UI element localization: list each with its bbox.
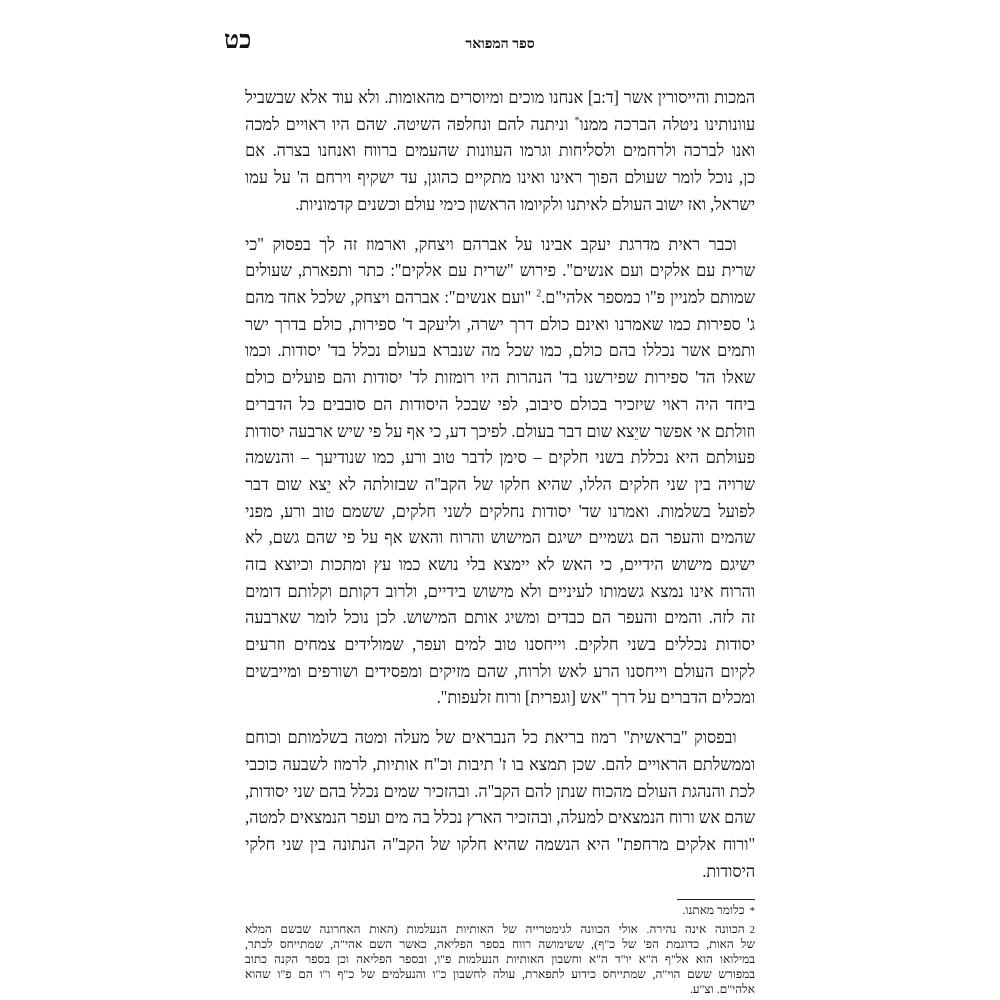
text-line: ואנו לברכה ולרחמים ולסליחות וגרמו העוונות שהעמים ברווח ואנחנו בצרה. אם xyxy=(245,140,755,161)
text-line: ומכלים הדברים על דרך "אש [וגפרית] ורוח זלעפות". xyxy=(436,687,755,708)
footnote-line: במפורש ששם הוי"ה, שמתייחס כידוע לתפארת, עולה לחשבון כ"ו והנעלמים של כ"ף ו"ו הם פ"ו שהוא xyxy=(245,967,755,981)
paragraph xyxy=(245,231,755,711)
footnote-separator xyxy=(677,899,755,900)
footnote-line: אלהי"ם. וצ"ע. xyxy=(689,982,755,996)
footnotes xyxy=(245,903,755,997)
main-text xyxy=(245,84,755,885)
text-line: "ורוח אלקים מרחפת" היא הנשמה שהיא חלקו של הקב"ה הנתונה בין שני חלקי xyxy=(245,834,755,855)
text-line: שרויה בין שני חלקים הללו, שהיא חלקו של הקב"ה שבזולתה לא יֵצא שום דבר xyxy=(245,473,755,494)
text-line: לפועל בשלמות. ואמרנו שד' יסודות נחלקים לשני חלקים, ששמם טוב ורע, מפני xyxy=(245,500,755,521)
text-line: לכת והנהגת העולם מהכוח שנתן להם הקב"ה. ובהזכיר שמים נכלל בהם שני יסודות, xyxy=(245,780,755,801)
text-line: ותמים אשר נכללו בהם כולם, כמו שכל מה שנברא בעולם נכלל בד' יסודות. וכמו xyxy=(245,340,755,361)
text-line: שהם אש ורוח הנמצאים למעלה, ובהזכיר הארץ נכלל בה מים ועפר הנמצאים למטה, xyxy=(245,807,755,828)
text-line: היסודות. xyxy=(702,860,755,881)
text-line: ביחד היה ראוי שיזכיר בכולם סיבוב, לפי שבכל היסודות הם סובבים כל הדברים xyxy=(245,393,755,414)
text-line: שרית עם אלקים ועם אנשים". פירוש "שרית עם אלקים": כתר ותפארת, שעולים xyxy=(245,260,755,281)
footnote-marker: 2 xyxy=(749,924,755,936)
text-line: שהמים והעפר הם גשמיים ישיגם המישוש והרוח והאש אף על פי שהם גשם, לא xyxy=(245,527,755,548)
running-head: ספר המפואר xyxy=(465,37,535,52)
text-segment: עוונותינו ניטלה הברכה ממנו xyxy=(579,113,755,134)
footnote-marker: * xyxy=(749,905,755,917)
footnote-reference: * xyxy=(574,114,580,127)
text-line: והרוח אינו נמצא גשמותו לעיניים ולא מישוש בידיים, ולרוב דקותם וקלותם דומים xyxy=(245,580,755,601)
text-line: המכות והייסורין אשר [ד:ב] אנחנו מוכים ומיוסרים מהאומות. ולא עוד אלא שבשביל xyxy=(245,87,755,107)
footnote-text: הכוונה אינה נהירה. אולי הכוונה לגימטרייה של האותיות הנעלמות (האות האחרונה שבשם המלא xyxy=(245,922,745,936)
text-line: פעולתם היא נכללת בשני חלקים – סימן לדבר טוב ורע, כמו שנודיעך – והנשמה xyxy=(245,447,755,468)
text-line: כן, נוכל לומר שעולם הפוך ראינו ואינו מתקיים כהוגן, עד ישקיף וירחם ה' על עמו xyxy=(245,167,755,188)
text-line: ישיגם מישוש הידיים, כי האש לא יימצא בלי נושא כמו עץ ומתכות וכיוצא בזה xyxy=(245,553,755,574)
page-number: כט xyxy=(224,27,252,54)
text-line: ובפסוק "בראשית" רמוז בריאת כל הנבראים של מעלה ומטה בשלמותם וכוחם xyxy=(245,727,737,748)
text-line: וממשלתם הראויים להם. שכן תמצא בו ז' תיבות וכ"ח אותיות, לרמוז לשבעה כוכבי xyxy=(245,754,755,775)
paragraph xyxy=(245,724,755,884)
text-line: שאלו הד' ספירות שפירשנו בד' הנהרות היו רומזות לד' יסודות והם פועלים כולם xyxy=(245,367,755,388)
text-segment: "ועם אנשים": אברהם ויצחק, שלכל אחד מהם xyxy=(245,287,537,308)
paragraph xyxy=(245,84,755,217)
text-line: יסודות נכללים בשני חלקים. וייחסנו טוב למים ועפר, שמולידים צמחים וזרעים xyxy=(245,634,755,655)
footnote-line xyxy=(245,903,755,918)
text-line xyxy=(245,284,755,311)
text-line: לקיום העולם וייחסנו הרע לאש ולרוח, שהם מזיקים ומפסידים ושורפים ומייבשים xyxy=(245,660,755,681)
footnote xyxy=(245,922,755,997)
text-line: ישראל, ואז ישוב העולם לאיתנו ולקיומו הראשון כימי עולם וכשנים קדמוניות. xyxy=(295,193,755,214)
text-line: וזולתם אי אפשר שיֵצא שום דבר בעולם. לפיכך דע, כי אף על פי שיש ארבעה יסודות xyxy=(245,420,755,441)
text-line: זה לזה. והמים והעפר הם כבדים ומשיג אותם המישוש. לכן נוכל לומר שארבעה xyxy=(245,607,755,628)
footnote-line: של האות, כדוגמת הפ' של כ"ף), ששימושה רווח בספר הפליאה, כאשר השם אהי"ה, שמתייחס לכתר, xyxy=(245,937,755,951)
footnote xyxy=(245,903,755,918)
text-segment: וניתנה להם ונחלפה השיטה. שהם היו ראויים למכה xyxy=(245,113,575,134)
text-line: וכבר ראית מדרגת יעקב אבינו על אברהם ויצחק, וארמוז זה לך בפסוק "כי xyxy=(245,233,737,254)
text-line xyxy=(245,111,755,138)
footnote-line xyxy=(245,922,755,937)
footnote-text: כלומר מאתנו. xyxy=(682,903,745,917)
footnote-reference: 2 xyxy=(536,287,542,300)
text-line: ג' ספירות כמו שאמרנו ואינם כולם דרך ישרה, וליעקב ד' ספירות, כולם בדרך ישר xyxy=(245,313,755,334)
text-segment: שמותם למניין פ"ו כמספר אלהי"ם. xyxy=(541,287,755,308)
footnote-line: במילואו הוא אל"ף ה"א יו"ד ה"א וחשבון האותיות הנעלמות פ"ו, ובספר הפליאה וכן בספר הקנה כתוב xyxy=(245,952,755,966)
